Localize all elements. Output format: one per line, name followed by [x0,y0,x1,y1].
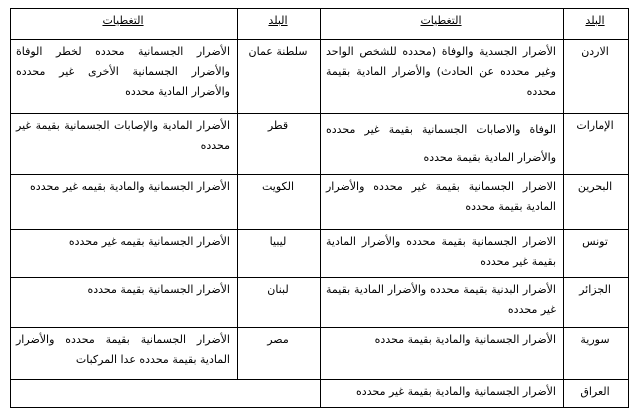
header-coverage-right: التغطيات [321,9,564,40]
coverage-table [10,8,629,408]
coverage-cell-egypt: الأضرار الجسمانية بقيمة محدده والأضرار المادية بقيمة محدده عدا المركبات [11,328,238,380]
header-coverage-left: التغطيات [11,9,238,40]
coverage-cell-iraq: الأضرار الجسمانية والمادية بقيمة غير محدده [321,380,564,408]
coverage-cell-jordan: الأضرار الجسدية والوفاة (محدده للشخص الواحد وغير محدده عن الحادث) والأضرار المادية بقيمة محدده [321,40,564,114]
country-cell-tunisia: تونس [564,230,629,278]
country-cell-uae: الإمارات [564,114,629,175]
country-cell-jordan: الاردن [564,40,629,114]
country-cell-lebanon: لبنان [238,278,321,328]
header-country-left: البلد [238,9,321,40]
coverage-cell-uae: الوفاة والاصابات الجسمانية بقيمة غير محدده والأضرار المادية بقيمة محدده [321,114,564,175]
table-row [11,230,629,278]
coverage-cell-kuwait: الأضرار الجسمانية والمادية بقيمه غير محدده [11,175,238,230]
country-cell-algeria: الجزائر [564,278,629,328]
coverage-cell-syria: الأضرار الجسمانية والمادية بقيمة محدده [321,328,564,380]
header-row [11,9,629,40]
country-cell-syria: سورية [564,328,629,380]
table-row [11,328,629,380]
coverage-cell-libya: الأضرار الجسمانية بقيمه غير محدده [11,230,238,278]
country-cell-iraq: العراق [564,380,629,408]
country-cell-bahrain: البحرين [564,175,629,230]
header-country-right: البلد [564,9,629,40]
table-row [11,40,629,114]
empty-cell [11,380,321,408]
coverage-cell-algeria: الأضرار البدنية بقيمة محدده والأضرار المادية بقيمة غير محدده [321,278,564,328]
coverage-cell-tunisia: الاضرار الجسمانية بقيمة محدده والأضرار المادية بقيمة غير محدده [321,230,564,278]
coverage-cell-lebanon: الأضرار الجسمانية بقيمة محدده [11,278,238,328]
country-cell-kuwait: الكويت [238,175,321,230]
country-cell-egypt: مصر [238,328,321,380]
table-row [11,380,629,408]
table-row [11,278,629,328]
table-row [11,114,629,175]
country-cell-libya: ليبيا [238,230,321,278]
country-cell-qatar: قطر [238,114,321,175]
coverage-cell-qatar: الأضرار المادية والإصابات الجسمانية بقيمة غير محدده [11,114,238,175]
table-row [11,175,629,230]
country-cell-oman: سلطنة عمان [238,40,321,114]
coverage-cell-bahrain: الاضرار الجسمانية بقيمة غير محدده والأضرار المادية بقيمة محدده [321,175,564,230]
coverage-cell-oman: الأضرار الجسمانية محدده لخطر الوفاة والأضرار الجسمانية الأخرى غير محدده والأضرار المادية محدده [11,40,238,114]
